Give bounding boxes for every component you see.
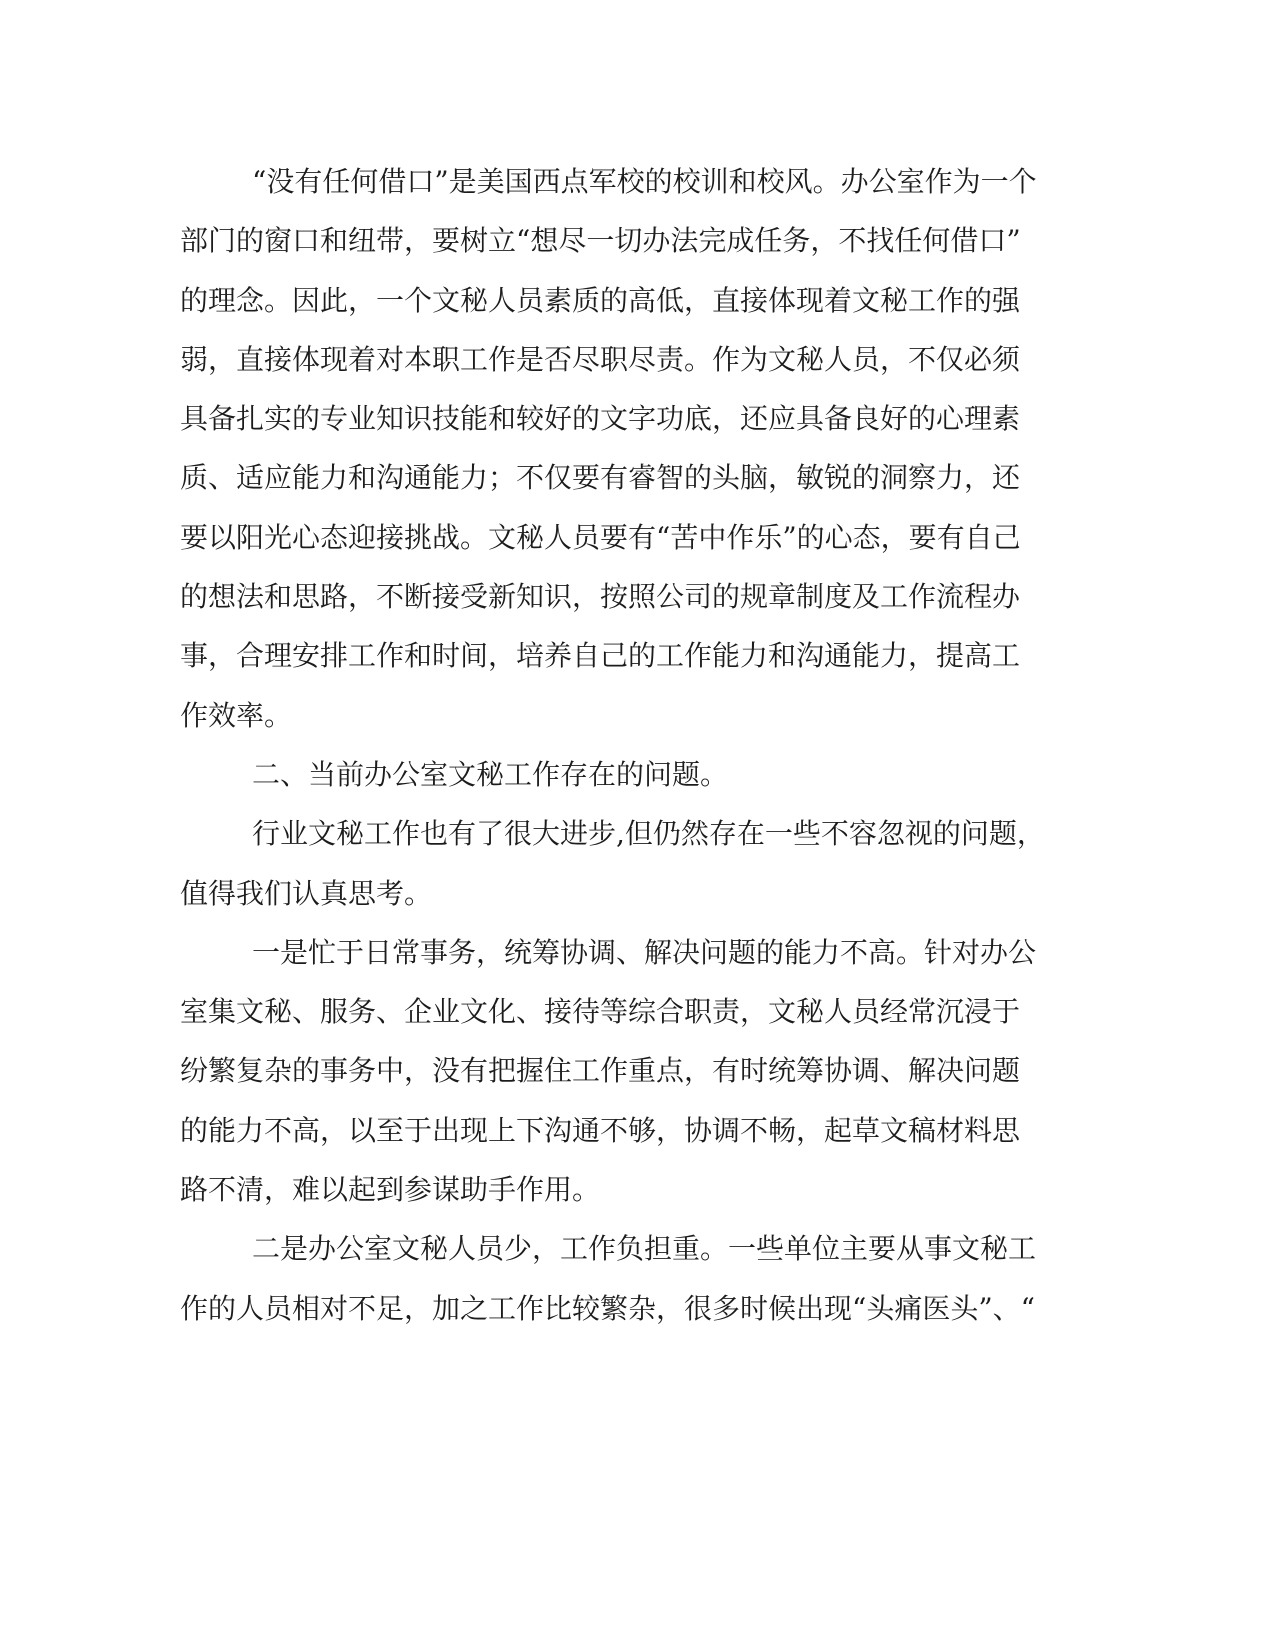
paragraph-line: 弱，直接体现着对本职工作是否尽职尽责。作为文秘人员，不仅必须 xyxy=(180,342,1021,376)
paragraph-line: 质、适应能力和沟通能力；不仅要有睿智的头脑，敏锐的洞察力，还 xyxy=(180,461,1021,495)
paragraph-line: 一是忙于日常事务，统筹协调、解决问题的能力不高。针对办公 xyxy=(252,935,1037,969)
section-heading: 二、当前办公室文秘工作存在的问题。 xyxy=(252,757,729,791)
paragraph-line: 行业文秘工作也有了很大进步,但仍然存在一些不容忽视的问题， xyxy=(252,817,1045,851)
paragraph-line: 作效率。 xyxy=(180,698,293,732)
paragraph-line: 部门的窗口和纽带，要树立“想尽一切办法完成任务，不找任何借口” xyxy=(180,224,1021,258)
paragraph-line: 值得我们认真思考。 xyxy=(180,876,433,910)
paragraph-line: 的理念。因此，一个文秘人员素质的高低，直接体现着文秘工作的强 xyxy=(180,283,1021,317)
document-body xyxy=(180,152,1045,1338)
paragraph-line: 要以阳光心态迎接挑战。文秘人员要有“苦中作乐”的心态，要有自己 xyxy=(180,520,1021,554)
paragraph-line: 事，合理安排工作和时间，培养自己的工作能力和沟通能力，提高工 xyxy=(180,639,1021,673)
paragraph-line: 具备扎实的专业知识技能和较好的文字功底，还应具备良好的心理素 xyxy=(180,402,1021,436)
paragraph-line: 路不清，难以起到参谋助手作用。 xyxy=(180,1173,601,1207)
paragraph-line: 二是办公室文秘人员少，工作负担重。一些单位主要从事文秘工 xyxy=(252,1232,1037,1266)
paragraph-line: 纷繁复杂的事务中，没有把握住工作重点，有时统筹协调、解决问题 xyxy=(180,1054,1021,1088)
paragraph-line: 室集文秘、服务、企业文化、接待等综合职责，文秘人员经常沉浸于 xyxy=(180,995,1021,1029)
paragraph-line: 作的人员相对不足，加之工作比较繁杂，很多时候出现“头痛医头”、“ xyxy=(180,1291,1035,1325)
paragraph-line: 的能力不高，以至于出现上下沟通不够，协调不畅，起草文稿材料思 xyxy=(180,1113,1021,1147)
paragraph-line: 的想法和思路，不断接受新知识，按照公司的规章制度及工作流程办 xyxy=(180,580,1021,614)
paragraph-line: “没有任何借口”是美国西点军校的校训和校风。办公室作为一个 xyxy=(252,165,1037,198)
